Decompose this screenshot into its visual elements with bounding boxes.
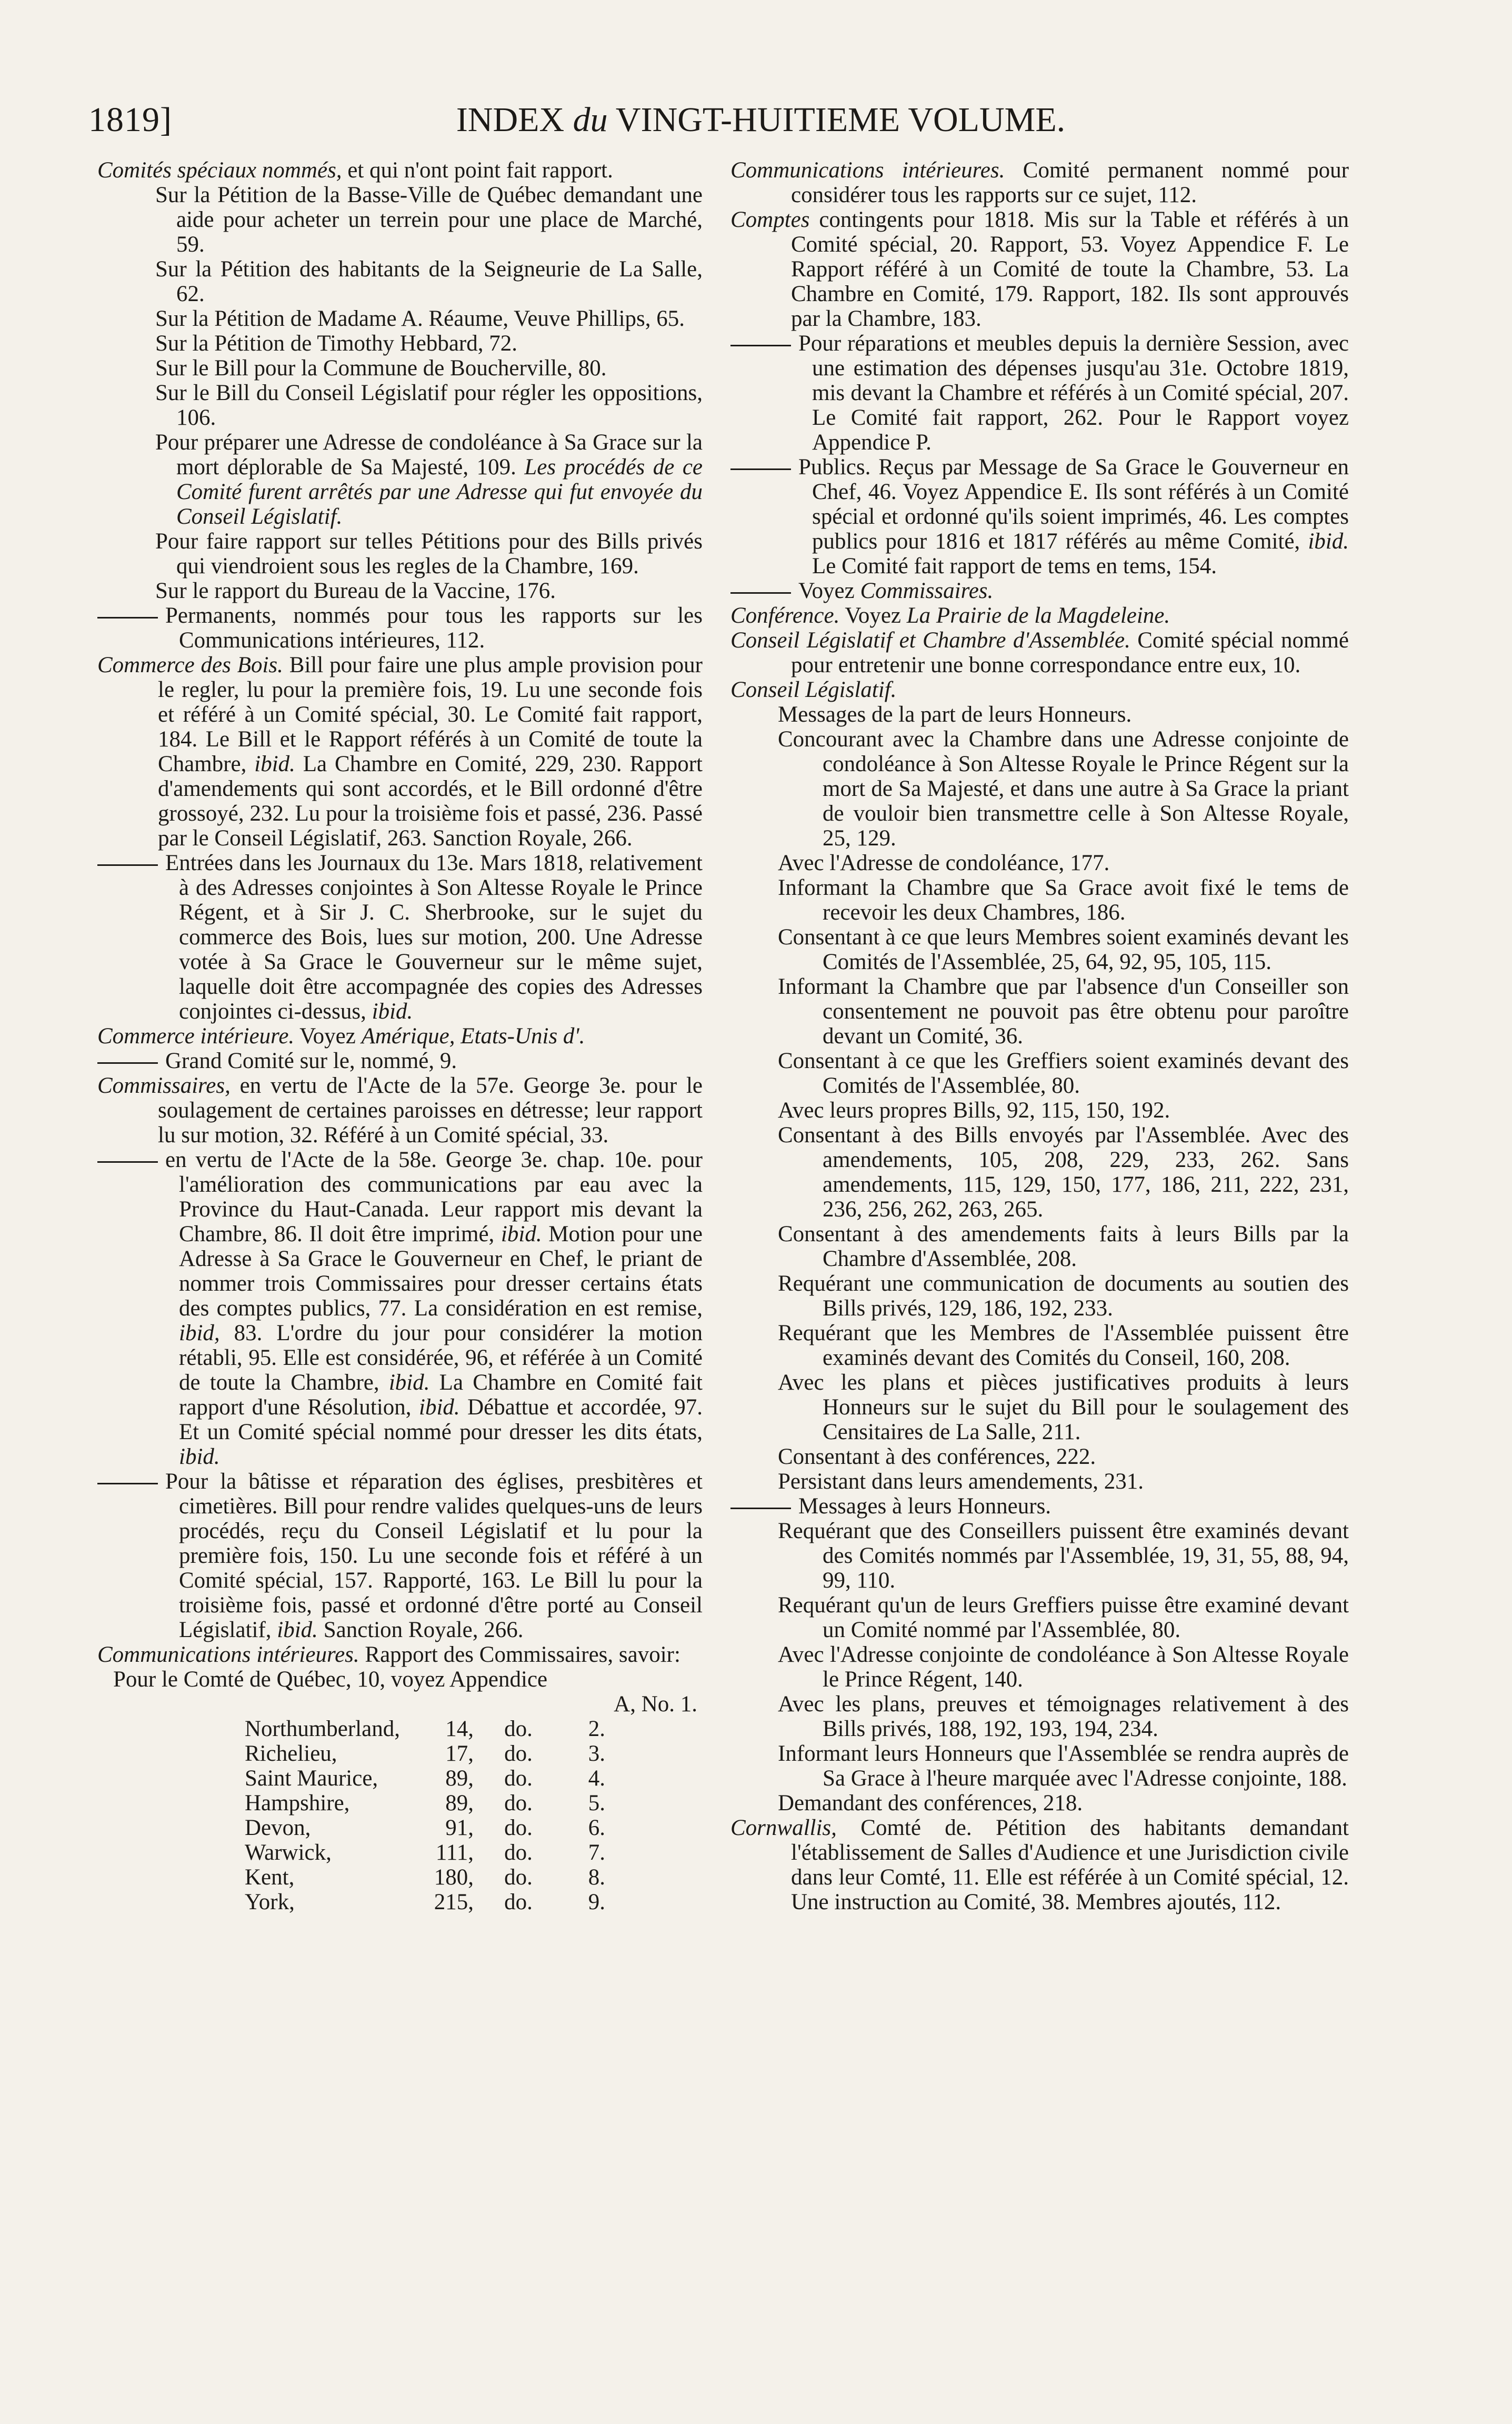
right-column — [730, 158, 1349, 1914]
county-appendix-no: 8. — [588, 1865, 605, 1890]
quebec-line: Pour le Comté de Québec, 10, voyez Appendice — [113, 1667, 548, 1692]
county-row — [145, 1766, 610, 1791]
ibid: ibid. — [254, 752, 295, 776]
dash-entry-text: Pour la bâtisse et réparation des églises, presbitères et cimetières. Bill pour rendre valides quelques-uns de leurs procédés, reçu du Conseil Législatif et lu pour la première fois, 150. Lu une seconde fois et référé à un Comité spécial, 157. Rapporté, 163. Le Bill lu pour la troisième fois, passé et ordonné d'être porté au Conseil Législatif, — [165, 1469, 703, 1642]
ibid: ibid, — [179, 1321, 220, 1345]
county-row — [145, 1865, 610, 1890]
county-appendix-no: 7. — [588, 1840, 605, 1865]
entry-commerce-des-bois — [97, 653, 703, 851]
dash-entry-text: La Chambre en Comité fait rapport d'une Résolution, — [179, 1370, 703, 1420]
dash-entry-text: Entrées dans les Journaux du 13e. Mars 1818, relativement à des Adresses conjointes à Son Altesse Royale le Prince Régent, et à Sir J. C. Sherbrooke, sur le sujet du commerce des Bois, lues sur motion, 200. Une Adresse votée à Sa Grace le Gouverneur sur le même sujet, laquelle doit être accompagnée des copies des Adresses conjointes ci-dessus, — [165, 851, 703, 1024]
entry-heading: Conférence. — [730, 603, 840, 628]
sub-entry: Requérant que les Membres de l'Assemblée puissent être examinés devant des Comités du Conseil, 160, 208. — [778, 1321, 1349, 1370]
ibid: ibid. — [1308, 529, 1349, 554]
county-row — [145, 1741, 610, 1766]
dash-entry-text: Pour réparations et meubles depuis la dernière Session, avec une estimation des dépenses jusqu'au 31e. Octobre 1819, mis devant la Chambre et référés à un Comité spécial, 207. Le Comité fait rapport, 262. Pour le Rapport voyez Appendice P. — [798, 331, 1349, 455]
entry-heading: Comités spéciaux nommés, — [97, 158, 342, 183]
sub-entry: Informant leurs Honneurs que l'Assemblée se rendra auprès de Sa Grace à l'heure marquée avec l'Adresse conjointe, 188. — [778, 1741, 1349, 1791]
dash-entry — [730, 455, 1349, 578]
county-row — [145, 1815, 610, 1840]
sub-entry: Concourant avec la Chambre dans une Adresse conjointe de condoléance à Son Altesse Royale le Prince Régent sur la mort de Sa Majesté, et dans une autre à Sa Grace la priant de vouloir bien transmettre celle à Son Altesse Royale, 25, 129. — [778, 727, 1349, 851]
county-name: Richelieu, — [245, 1741, 337, 1766]
entry-text: contingents pour 1818. Mis sur la Table et référés à un Comité spécial, 20. Rapport, 53. Voyez Appendice F. Le Rapport référé à un Comité de toute la Chambre, 53. La Chambre en Comité, 179. Rapport, 182. Ils sont approuvés par la Chambre, 183. — [791, 207, 1349, 331]
entry-text: et qui n'ont point fait rapport. — [342, 158, 613, 183]
dash-rule — [730, 345, 791, 346]
sub-entry: Demandant des conférences, 218. — [778, 1791, 1083, 1815]
county-page: 111, — [435, 1840, 474, 1865]
sub-entry: Requérant qu'un de leurs Greffiers puisse être examiné devant un Comité nommé par l'Assemblée, 80. — [778, 1593, 1349, 1642]
dash-entry — [97, 1049, 703, 1073]
entry-text: La Chambre en Comité, 229, 230. Rapport d'amendements qui sont accordés, et le Bill ordonné d'être grossoyé, 232. Lu pour la troisième fois et passé, 236. Passé par le Conseil Législatif, 263. Sanction Royale, 266. — [158, 752, 703, 851]
dash-rule — [730, 468, 791, 470]
county-ditto: do. — [504, 1717, 533, 1741]
dash-entry-text: Grand Comité sur le, nommé, 9. — [165, 1049, 457, 1073]
header-title-pre: INDEX — [456, 101, 573, 139]
dash-entry-text: Messages à leurs Honneurs. — [798, 1494, 1052, 1519]
county-appendix-no: 3. — [588, 1741, 605, 1766]
sub-entry — [97, 430, 703, 529]
header-year: 1819] — [88, 101, 172, 139]
sub-entry: Avec les plans, preuves et témoignages relativement à des Bills privés, 188, 192, 193, 194, 234. — [778, 1692, 1349, 1741]
quebec-ref: A, No. 1. — [614, 1692, 697, 1717]
dash-rule — [97, 1062, 158, 1064]
ibid: ibid. — [500, 1222, 542, 1246]
dash-rule — [97, 864, 158, 866]
dash-entry — [97, 603, 703, 653]
county-appendix-no: 5. — [588, 1791, 605, 1815]
entry-text: Voyez — [294, 1024, 362, 1049]
county-ditto: do. — [504, 1890, 533, 1914]
county-name: Saint Maurice, — [245, 1766, 378, 1791]
entry-text: Bill pour faire une plus ample provision pour le regler, lu pour la première fois, 19. Lu une seconde fois et référé à un Comité spécial, 30. Le Comité fait rapport, 184. Le Bill et le Rapport référés à un Comité de toute la Chambre, — [158, 653, 703, 776]
dash-entry — [97, 851, 703, 1024]
cross-reference: Commissaires. — [860, 578, 994, 603]
county-ditto: do. — [504, 1865, 533, 1890]
dash-rule — [97, 1161, 158, 1163]
county-name: Devon, — [245, 1815, 311, 1840]
dash-rule — [730, 592, 791, 594]
sub-entry: Sur le rapport du Bureau de la Vaccine, 176. — [155, 578, 556, 603]
entry-heading: Communications intérieures. — [97, 1642, 359, 1667]
county-page: 91, — [445, 1815, 474, 1840]
entry-text: Comité spécial nommé pour entretenir une bonne correspondance entre eux, 10. — [791, 628, 1349, 677]
county-row — [145, 1717, 610, 1741]
ibid: ibid. — [419, 1395, 460, 1420]
sub-entry: Sur le Bill du Conseil Législatif pour régler les oppositions, 106. — [155, 381, 703, 430]
entry-heading: Communications intérieures. — [730, 158, 1005, 183]
dash-entry-text: Sanction Royale, 266. — [317, 1618, 524, 1642]
county-appendix-no: 6. — [588, 1815, 605, 1840]
ibid: ibid. — [388, 1370, 430, 1395]
entry-commerce-interieure — [97, 1024, 703, 1049]
sub-entry: Informant la Chambre que Sa Grace avoit fixé le tems de recevoir les deux Chambres, 186. — [778, 875, 1349, 925]
sub-entry: Pour faire rapport sur telles Pétitions pour des Bills privés qui viendroient sous les regles de la Chambre, 169. — [155, 529, 703, 578]
entry-text: Rapport des Commissaires, savoir: — [359, 1642, 680, 1667]
header-title-post: VINGT-HUITIEME VOLUME. — [607, 101, 1066, 139]
sub-entry: Sur la Pétition de Madame A. Réaume, Veuve Phillips, 65. — [155, 306, 685, 331]
entry-heading: Conseil Législatif et Chambre d'Assemblée. — [730, 628, 1130, 653]
county-appendix-no: 4. — [588, 1766, 605, 1791]
dash-entry — [97, 1469, 703, 1642]
county-ditto: do. — [504, 1741, 533, 1766]
entry-communications-interieures — [97, 1642, 703, 1667]
dash-entry-text: Permanents, nommés pour tous les rapports sur les Communications intérieures, 112. — [165, 603, 703, 653]
entry-communications-interieures-2 — [730, 158, 1349, 207]
entry-conseil-et-chambre — [730, 628, 1349, 677]
page-header — [88, 100, 1433, 147]
dash-rule — [730, 1508, 791, 1509]
sub-entry-text: Pour préparer une Adresse de condoléance à Sa Grace sur la mort déplorable de Sa Majesté, 109. — [155, 430, 703, 480]
header-title-italic: du — [573, 101, 608, 139]
county-name: Warwick, — [245, 1840, 332, 1865]
county-name: York, — [245, 1890, 295, 1914]
entry-conseil-legislatif — [730, 677, 1349, 702]
county-page: 14, — [445, 1717, 474, 1741]
sub-entry: Informant la Chambre que par l'absence d'un Conseiller son consentement ne pouvoit pas être obtenu pour paroître devant un Comité, 36. — [778, 974, 1349, 1049]
entry-text: Comité permanent nommé pour considérer tous les rapports sur ce sujet, 112. — [791, 158, 1349, 207]
left-column — [97, 158, 703, 1914]
county-page: 89, — [445, 1766, 474, 1791]
dash-rule — [97, 1483, 158, 1484]
cross-reference: Amérique, Etats-Unis d'. — [361, 1024, 585, 1049]
dash-entry — [730, 1494, 1349, 1519]
entry-text: Comté de. Pétition des habitants demandant l'établissement de Salles d'Audience et une Jurisdiction civile dans leur Comté, 11. Elle est référée à un Comité spécial, 12. Une instruction au Comité, 38. Membres ajoutés, 112. — [791, 1815, 1349, 1914]
county-name: Kent, — [245, 1865, 295, 1890]
entry-text: en vertu de l'Acte de la 57e. George 3e. pour le soulagement de certaines paroisses en détresse; leur rapport lu sur motion, 32. Référé à un Comité spécial, 33. — [158, 1073, 703, 1148]
dash-entry — [730, 331, 1349, 455]
sub-entry-note: Les procédés de ce Comité furent arrêtés par une Adresse qui fut envoyée du Conseil Législatif. — [176, 455, 703, 529]
dash-rule — [97, 617, 158, 619]
county-row — [145, 1840, 610, 1865]
entry-comites-speciaux — [97, 158, 703, 183]
county-page: 89, — [445, 1791, 474, 1815]
county-table — [145, 1717, 610, 1914]
dash-entry — [730, 578, 1349, 603]
sub-entry: Persistant dans leurs amendements, 231. — [778, 1469, 1144, 1494]
sub-entry: Avec leurs propres Bills, 92, 115, 150, 192. — [778, 1098, 1170, 1123]
sub-entry: Consentant à des conférences, 222. — [778, 1444, 1096, 1469]
sub-entry: Consentant à ce que leurs Membres soient examinés devant les Comités de l'Assemblée, 25, 64, 92, 95, 105, 115. — [778, 925, 1349, 974]
entry-text: Voyez — [839, 603, 907, 628]
sub-entry: Avec les plans et pièces justificatives produits à leurs Honneurs sur le sujet du Bill pour le soulagement des Censitaires de La Salle, 211. — [778, 1370, 1349, 1444]
county-page: 180, — [434, 1865, 474, 1890]
county-row — [145, 1890, 610, 1914]
ibid: ibid. — [372, 999, 413, 1024]
sub-entry: Requérant que des Conseillers puissent être examinés devant des Comités nommés par l'Assemblée, 19, 31, 55, 88, 94, 99, 110. — [778, 1519, 1349, 1593]
header-title — [88, 100, 1433, 140]
sub-entry: Sur la Pétition des habitants de la Seigneurie de La Salle, 62. — [155, 257, 703, 306]
sub-entry: Sur la Pétition de Timothy Hebbard, 72. — [155, 331, 517, 356]
entry-heading: Commerce des Bois. — [97, 653, 283, 677]
sub-entry: Sur la Pétition de la Basse-Ville de Québec demandant une aide pour acheter un terrein pour une place de Marché, 59. — [155, 183, 703, 257]
entry-comptes — [730, 207, 1349, 331]
county-name: Hampshire, — [245, 1791, 350, 1815]
ibid: ibid. — [277, 1618, 318, 1642]
entry-heading: Conseil Législatif. — [730, 677, 897, 702]
dash-entry-text: 83. L'ordre du jour pour considérer la motion rétabli, 95. Elle est considérée, 96, et référée à un Comité de toute la Chambre, — [179, 1321, 703, 1395]
dash-entry-text: Motion pour une Adresse à Sa Grace le Gouverneur en Chef, le priant de nommer trois Commissaires pour dresser certains états des comptes publics, 77. La considération en est remise, — [179, 1222, 703, 1321]
county-ditto: do. — [504, 1815, 533, 1840]
dash-entry-text: Le Comité fait rapport de tems en tems, 154. — [812, 554, 1217, 578]
entry-commissaires — [97, 1073, 703, 1148]
county-page: 215, — [434, 1890, 474, 1914]
dash-entry-text: en vertu de l'Acte de la 58e. George 3e. chap. 10e. pour l'amélioration des communications par eau avec la Province du Haut-Canada. Leur rapport mis devant la Chambre, 86. Il doit être imprimé, — [165, 1148, 703, 1246]
county-ditto: do. — [504, 1766, 533, 1791]
dash-entry — [97, 1148, 703, 1469]
county-ditto: do. — [504, 1840, 533, 1865]
cross-reference: La Prairie de la Magdeleine. — [906, 603, 1170, 628]
sub-entry: Requérant une communication de documents au soutien des Bills privés, 129, 186, 192, 233. — [778, 1271, 1349, 1321]
county-page: 17, — [445, 1741, 474, 1766]
county-ditto: do. — [504, 1791, 533, 1815]
entry-heading: Cornwallis, — [730, 1815, 837, 1840]
sub-entry: Consentant à des amendements faits à leurs Bills par la Chambre d'Assemblée, 208. — [778, 1222, 1349, 1271]
sub-entry: Avec l'Adresse de condoléance, 177. — [778, 851, 1110, 875]
entry-cornwallis — [730, 1815, 1349, 1914]
sub-entry: Messages de la part de leurs Honneurs. — [778, 702, 1132, 727]
county-row — [145, 1791, 610, 1815]
ibid: ibid. — [179, 1444, 220, 1469]
county-name: Northumberland, — [245, 1717, 400, 1741]
county-appendix-no: 9. — [588, 1890, 605, 1914]
sub-entry: Consentant à des Bills envoyés par l'Assemblée. Avec des amendements, 105, 208, 229, 233, 262. Sans amendements, 115, 129, 150, 177, 186, 211, 222, 231, 236, 256, 262, 263, 265. — [778, 1123, 1349, 1222]
entry-heading: Commerce intérieure. — [97, 1024, 295, 1049]
sub-entry: Avec l'Adresse conjointe de condoléance à Son Altesse Royale le Prince Régent, 140. — [778, 1642, 1349, 1692]
county-appendix-no: 2. — [588, 1717, 605, 1741]
dash-entry-text: Publics. Reçus par Message de Sa Grace le Gouverneur en Chef, 46. Voyez Appendice E. Ils sont référés à un Comité spécial et ordonné qu'ils soient imprimés, 46. Les comptes publics pour 1816 et 1817 référés au même Comité, — [798, 455, 1349, 554]
sub-entry: Consentant à ce que les Greffiers soient examinés devant des Comités de l'Assemblée, 80. — [778, 1049, 1349, 1098]
entry-conference — [730, 603, 1349, 628]
dash-entry-text: Voyez — [798, 578, 860, 603]
dash-entry-text: Débattue et accordée, 97. Et un Comité spécial nommé pour dresser les dits états, — [179, 1395, 703, 1444]
sub-entry: Sur le Bill pour la Commune de Boucherville, 80. — [155, 356, 607, 381]
entry-heading: Commissaires, — [97, 1073, 231, 1098]
entry-heading: Comptes — [730, 207, 810, 232]
